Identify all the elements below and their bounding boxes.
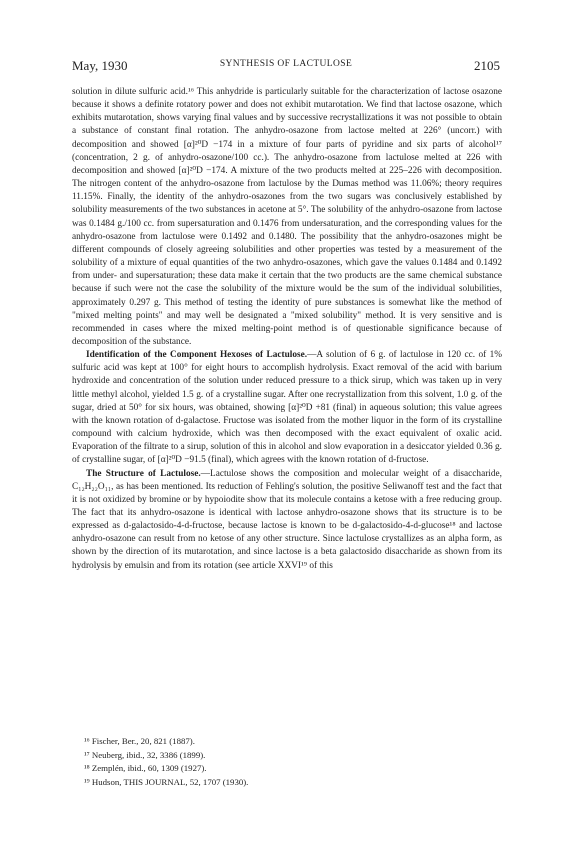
paragraph-structure xyxy=(72,468,502,573)
section-heading-hexoses: Identification of the Component Hexoses of Lactulose. xyxy=(86,350,308,361)
footnote-18: ¹⁸ Zemplén, ibid., 60, 1309 (1927). xyxy=(84,763,207,774)
footnotes xyxy=(84,735,484,790)
paragraph-component-hexoses xyxy=(72,349,502,467)
running-header xyxy=(72,58,500,74)
header-title: SYNTHESIS OF LACTULOSE xyxy=(219,59,353,69)
paragraph-osazone-identity xyxy=(72,86,502,349)
footnote-17: ¹⁷ Neuberg, ibid., 32, 3386 (1899). xyxy=(84,749,206,760)
header-date: May, 1930 xyxy=(72,58,128,73)
article-body xyxy=(72,86,502,573)
section-heading-structure: The Structure of Lactulose. xyxy=(86,468,201,479)
footnote-16: ¹⁶ Fischer, Ber., 20, 821 (1887). xyxy=(84,736,195,746)
paragraph-text: —Lactulose shows the composition and molecular weight of a disaccharide, C₁₂H₂₂O₁₁, as has been mentioned. Its reduction of Fehling's solution, the positive Seliwanoff test and the fact that it is not oxidized by bromine or by hypoiodite show that its molecule contains a ketose with a free reducing group. The fact that its anhydro-osazone is identical with lactose anhydro-osazone shows that its structure is to be expressed as d-galactosido-4-d-fructose, because lactose is known to be d-galactosido-4-d-glucose¹⁸ and lactose anhydro-osazone can result from no ketose of any other structure. Since lactulose crystallizes as an alpha form, as shown by the direction of its mutarotation, and since lactose is a beta galactosido disaccharide as shown from its hydrolysis by emulsin and from its rotation (see article XXVI¹⁹ of this xyxy=(72,468,502,571)
paragraph-text: —A solution of 6 g. of lactulose in 120 cc. of 1% sulfuric acid was kept at 100° for eight hours to accomplish hydrolysis. Exact removal of the acid with barium hydroxide and concentration of the solution under reduced pressure to a thick sirup, which was taken up in very little methyl alcohol, yielded 1.5 g. of a crystalline sugar. After one recrystallization from this solvent, 1.0 g. of the sugar, dried at 50° for six hours, was obtained, showing [α]²⁰D +81 (final) in aqueous solution; this value agrees with the known rotation of d-galactose. Fructose was isolated from the mother liquor in the form of its crystalline compound with calcium hydroxide, which was then decomposed with the exact equivalent of oxalic acid. Evaporation of the filtrate to a sirup, solution of this in alcohol and slow evaporation in a desiccator yielded 0.36 g. of crystalline sugar, of [α]²⁰D −91.5 (final), which agrees with the known rotation of d-fructose. xyxy=(72,350,502,466)
paragraph-text: solution in dilute sulfuric acid.¹⁶ This anhydride is particularly suitable for the characterization of lactose osazone because it shows a definite rotatory power and does not exhibit mutarotation. We find that lactose osazone, which exhibits mutarotation, shows varying final values and by successive recrystallizations it was not possible to obtain a substance of constant final rotation. The anhydro-osazone from lactose melted at 226° (uncorr.) with decomposition and showed [α]²⁰D −174 in a mixture of four parts of pyridine and six parts of alcohol¹⁷ (concentration, 2 g. of anhydro-osazone/100 cc.). The anhydro-osazone from lactulose melted at 226 with decomposition and showed [α]²⁰D −174. A mixture of the two products melted at 225–226 with decomposition. The nitrogen content of the anhydro-osazone from lactulose by the Dumas method was 11.06%; theory requires 11.15%. Finally, the identity of the anhydro-osazones from the two sugars was conclusively established by solubility measurements of the two substances in acetone at 5°. The solubility of the anhydro-osazone from lactose was 0.1484 g./100 cc. from supersaturation and 0.1476 from undersaturation, and the corresponding values for the anhydro-osazone from lactulose were 0.1492 and 0.1480. The possibility that the anhydro-osazones might be different compounds of closely agreeing solubilities and other properties was tested by a measurement of the solubility of a mixture of equal quantities of the two anhydro-osazones, which gave the values 0.1484 and 0.1492 from under- and supersaturation; these data make it certain that the two products are the same chemical substance because if such were not the case the solubility of the mixture would be the sum of the individual solubilities, approximately 0.297 g. This method of testing the identity of pure substances is somewhat like the method of "mixed melting points" and may well be designated a "mixed solubility" method. It is very sensitive and is recommended in cases where the mixed melting-point method is of questionable significance because of decomposition of the substance. xyxy=(72,87,502,347)
footnote-19: ¹⁹ Hudson, THIS JOURNAL, 52, 1707 (1930). xyxy=(84,777,249,788)
page-number: 2105 xyxy=(474,58,500,73)
